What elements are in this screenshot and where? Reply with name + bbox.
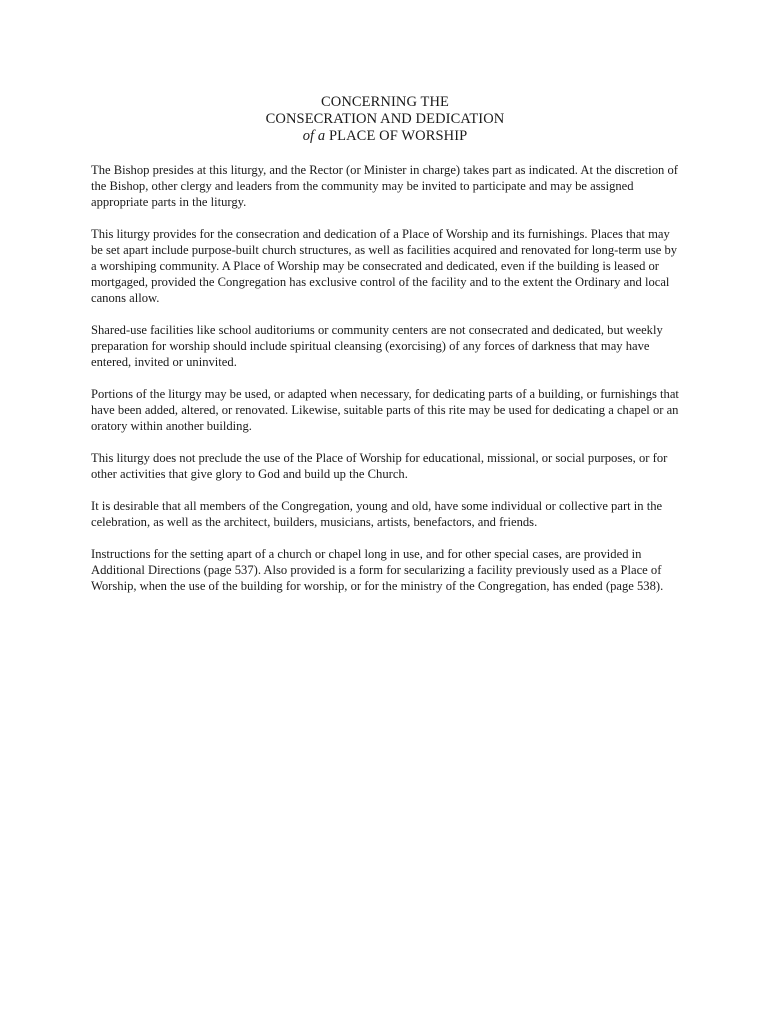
paragraph-desirable: It is desirable that all members of the Congregation, young and old, have some individual or collective part in the celebration, as well as the architect, builders, musicians, artists, benefactors, and friends. [91, 499, 663, 529]
heading-line-3 [0, 128, 770, 145]
document-body [91, 162, 681, 610]
paragraph-instructions: Instructions for the setting apart of a church or chapel long in use, and for other special cases, are provided in Additional Directions (page 537). Also provided is a form for secularizing a facility previously used as a Place of Worship, when the use of the building for worship, or for the ministry of the Congregation, has ended (page 538). [91, 547, 664, 593]
document-heading [0, 94, 770, 145]
heading-line-3-italic: of a [302, 128, 326, 144]
heading-line-3-rest: PLACE OF WORSHIP [325, 128, 468, 144]
paragraph-shared-use: Shared-use facilities like school auditoriums or community centers are not consecrated and dedicated, but weekly preparation for worship should include spiritual cleansing (exorcising) of any forces of darkness that may have entered, invited or uninvited. [91, 323, 663, 369]
paragraph-portions: Portions of the liturgy may be used, or adapted when necessary, for dedicating parts of a building, or furnishings that have been added, altered, or renovated. Likewise, suitable parts of this rite may be used for dedicating a chapel or an oratory within another building. [91, 387, 679, 433]
heading-line-2: CONSECRATION AND DEDICATION [265, 111, 505, 127]
paragraph-liturgy-provides: This liturgy provides for the consecration and dedication of a Place of Worship and its furnishings. Places that may be set apart include purpose-built church structures, as well as facilities acquired and renovated for long-term use by a worshiping community. A Place of Worship may be consecrated and dedicated, even if the building is leased or mortgaged, provided the Congregation has exclusive control of the facility and to the extent the Ordinary and local canons allow. [91, 227, 678, 305]
paragraph-bishop-presides: The Bishop presides at this liturgy, and the Rector (or Minister in charge) takes part as indicated. At the discretion of the Bishop, other clergy and leaders from the community may be invited to participate and may be assigned appropriate parts in the liturgy. [91, 163, 678, 209]
paragraph-does-not-preclude: This liturgy does not preclude the use of the Place of Worship for educational, missional, or social purposes, or for other activities that give glory to God and build up the Church. [91, 451, 668, 481]
heading-line-1: CONCERNING THE [320, 94, 449, 110]
